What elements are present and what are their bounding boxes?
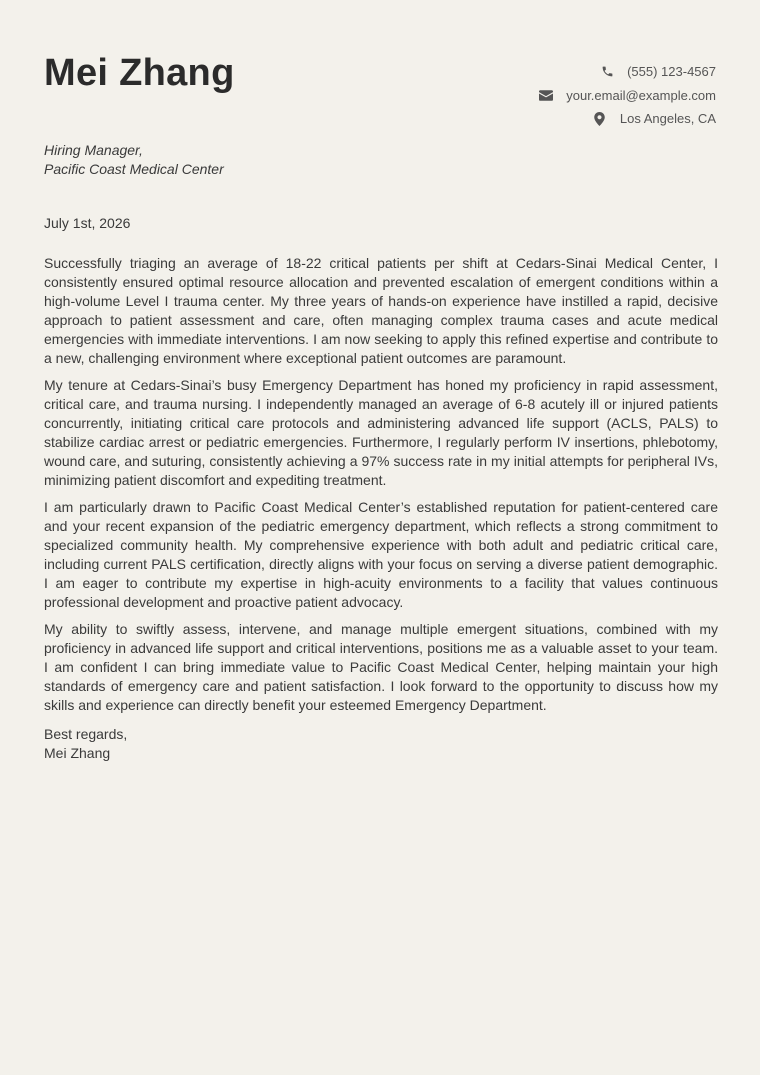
letter-closing [44, 725, 718, 763]
contact-info [538, 60, 716, 131]
applicant-name: Mei Zhang [44, 52, 235, 94]
body-paragraph-2: My tenure at Cedars-Sinai’s busy Emergency Department has honed my proficiency in rapid assessment, critical care, and trauma nursing. I independently managed an average of 6-8 acutely ill or injured patients concurrently, initiating critical care protocols and administering advanced life support (ACLS, PALS) to stabilize cardiac arrest or pediatric emergencies. Furthermore, I regularly perform IV insertions, phlebotomy, wound care, and suturing, consistently achieving a 97% success rate in my initial attempts for peripheral IVs, minimizing patient discomfort and expediting treatment. [44, 377, 718, 488]
letter-header [44, 0, 718, 140]
contact-phone-row [538, 60, 716, 84]
contact-phone: (555) 123-4567 [627, 64, 716, 80]
cover-letter-page [44, 0, 718, 1075]
body-paragraph-1: Successfully triaging an average of 18-22 critical patients per shift at Cedars-Sinai Medical Center, I consistently ensured optimal resource allocation and prevented escalation of emergent conditions within a high-volume Level I trauma center. My three years of hands-on experience have instilled a rapid, decisive approach to patient assessment and care, often managing complex trauma cases and acute medical emergencies with immediate interventions. I am now seeking to apply this refined expertise and contribute to a new, challenging environment where exceptional patient outcomes are paramount. [44, 255, 718, 366]
phone-icon [599, 65, 615, 79]
map-pin-icon [592, 112, 608, 126]
envelope-icon [538, 88, 554, 102]
contact-location: Los Angeles, CA [619, 111, 716, 127]
closing-signature: Mei Zhang [44, 745, 111, 761]
contact-location-row [538, 107, 716, 131]
closing-salutation: Best regards, [44, 726, 128, 742]
recipient-title: Hiring Manager, [44, 142, 143, 158]
contact-email: your.email@example.com [566, 87, 716, 103]
letter-body [44, 254, 718, 763]
recipient-block [44, 141, 224, 179]
body-paragraph-4: My ability to swiftly assess, intervene, and manage multiple emergent situations, combined with my proficiency in advanced life support and critical interventions, positions me as a valuable asset to your team. I am confident I can bring immediate value to Pacific Coast Medical Center, helping maintain your high standards of emergency care and patient satisfaction. I look forward to the opportunity to discuss how my skills and experience can directly benefit your esteemed Emergency Department. [44, 621, 718, 713]
recipient-organization: Pacific Coast Medical Center [44, 161, 224, 177]
contact-email-row [538, 84, 716, 108]
body-paragraph-3: I am particularly drawn to Pacific Coast Medical Center’s established reputation for patient-centered care and your recent expansion of the pediatric emergency department, which reflects a strong commitment to specialized community health. My comprehensive experience with both adult and pediatric critical care, including current PALS certification, directly aligns with your focus on serving a diverse patient demographic. I am eager to contribute my expertise in high-acuity environments to a facility that values continuous professional development and proactive patient advocacy. [44, 499, 718, 610]
letter-date: July 1st, 2026 [44, 215, 131, 231]
